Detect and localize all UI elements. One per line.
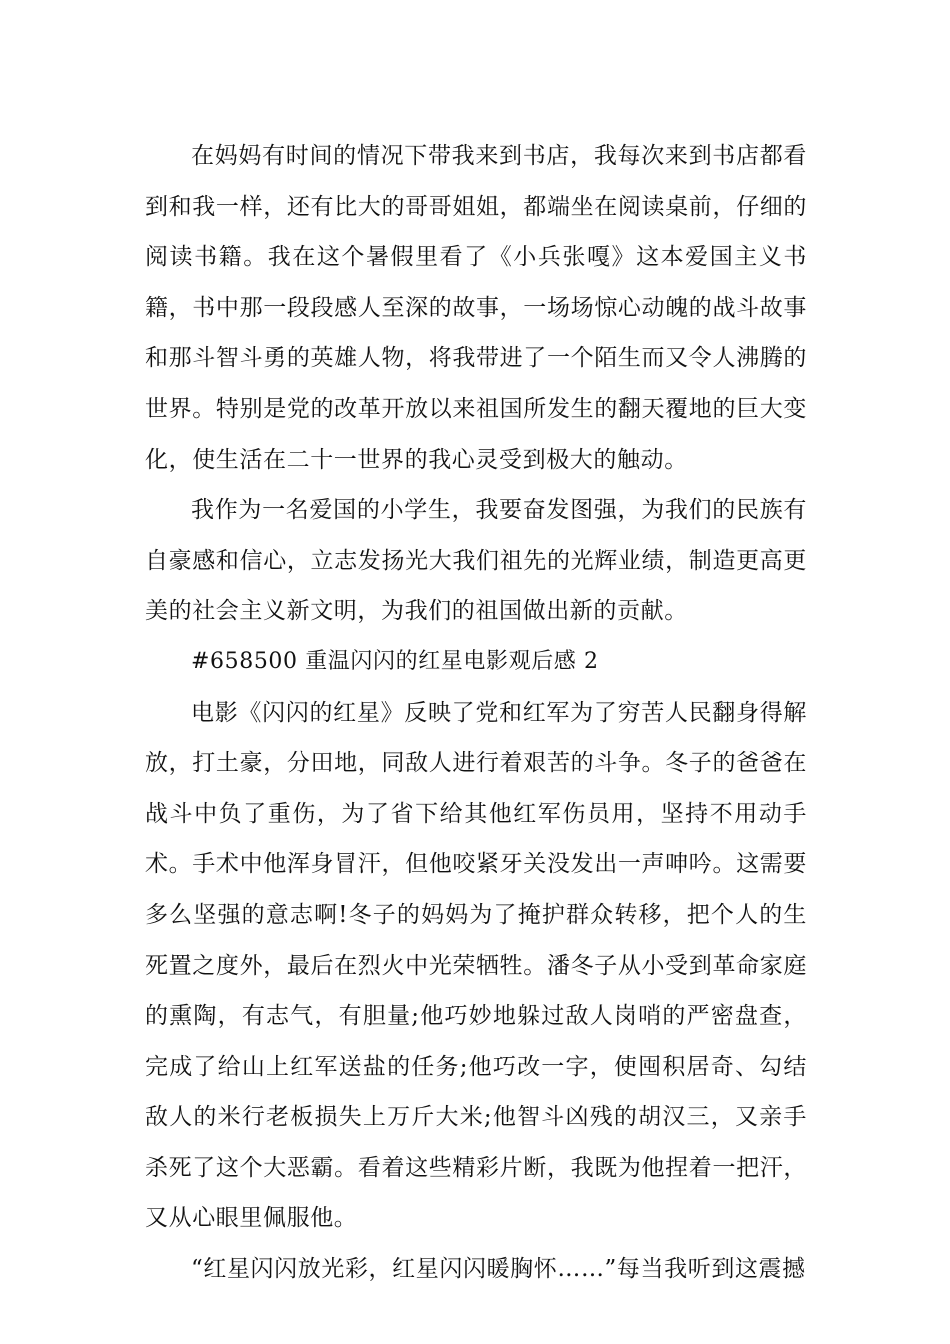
- document-body: [145, 131, 807, 1295]
- paragraph-red-star-song: “红星闪闪放光彩，红星闪闪暖胸怀……”每当我听到这震撼: [191, 1256, 806, 1283]
- section-heading: #658500 重温闪闪的红星电影观后感 2: [191, 648, 599, 674]
- paragraph-bookstore: 在妈妈有时间的情况下带我来到书店，我每次来到书店都看到和我一样，还有比大的哥哥姐姐，都端坐在阅读桌前，仔细的阅读书籍。我在这个暑假里看了《小兵张嘎》这本爱国主义书籍，书中那一段段感人至深的故事，一场场惊心动魄的战斗故事和那斗智斗勇的英雄人物，将我带进了一个陌生而又令人沸腾的世界。特别是党的改革开放以来祖国所发生的翻天覆地的巨大变化，使生活在二十一世界的我心灵受到极大的触动。: [145, 143, 807, 473]
- paragraph-red-star-film: 电影《闪闪的红星》反映了党和红军为了穷苦人民翻身得解放，打土豪，分田地，同敌人进行着艰苦的斗争。冬子的爸爸在战斗中负了重伤，为了省下给其他红军伤员用，坚持不用动手术。手术中他浑身冒汗，但他咬紧牙关没发出一声呻吟。这需要多么坚强的意志啊!冬子的妈妈为了掩护群众转移，把个人的生死置之度外，最后在烈火中光荣牺牲。潘冬子从小受到革命家庭的熏陶，有志气，有胆量;他巧妙地躲过敌人岗哨的严密盘查，完成了给山上红军送盐的任务;他巧改一字，使囤积居奇、勾结敌人的米行老板损失上万斤大米;他智斗凶残的胡汉三，又亲手杀死了这个大恶霸。看着这些精彩片断，我既为他捏着一把汗，又从心眼里佩服他。: [145, 699, 807, 1232]
- paragraph-patriotic-student: 我作为一名爱国的小学生，我要奋发图强，为我们的民族有自豪感和信心，立志发扬光大我们祖先的光辉业绩，制造更高更美的社会主义新文明，为我们的祖国做出新的贡献。: [145, 497, 807, 625]
